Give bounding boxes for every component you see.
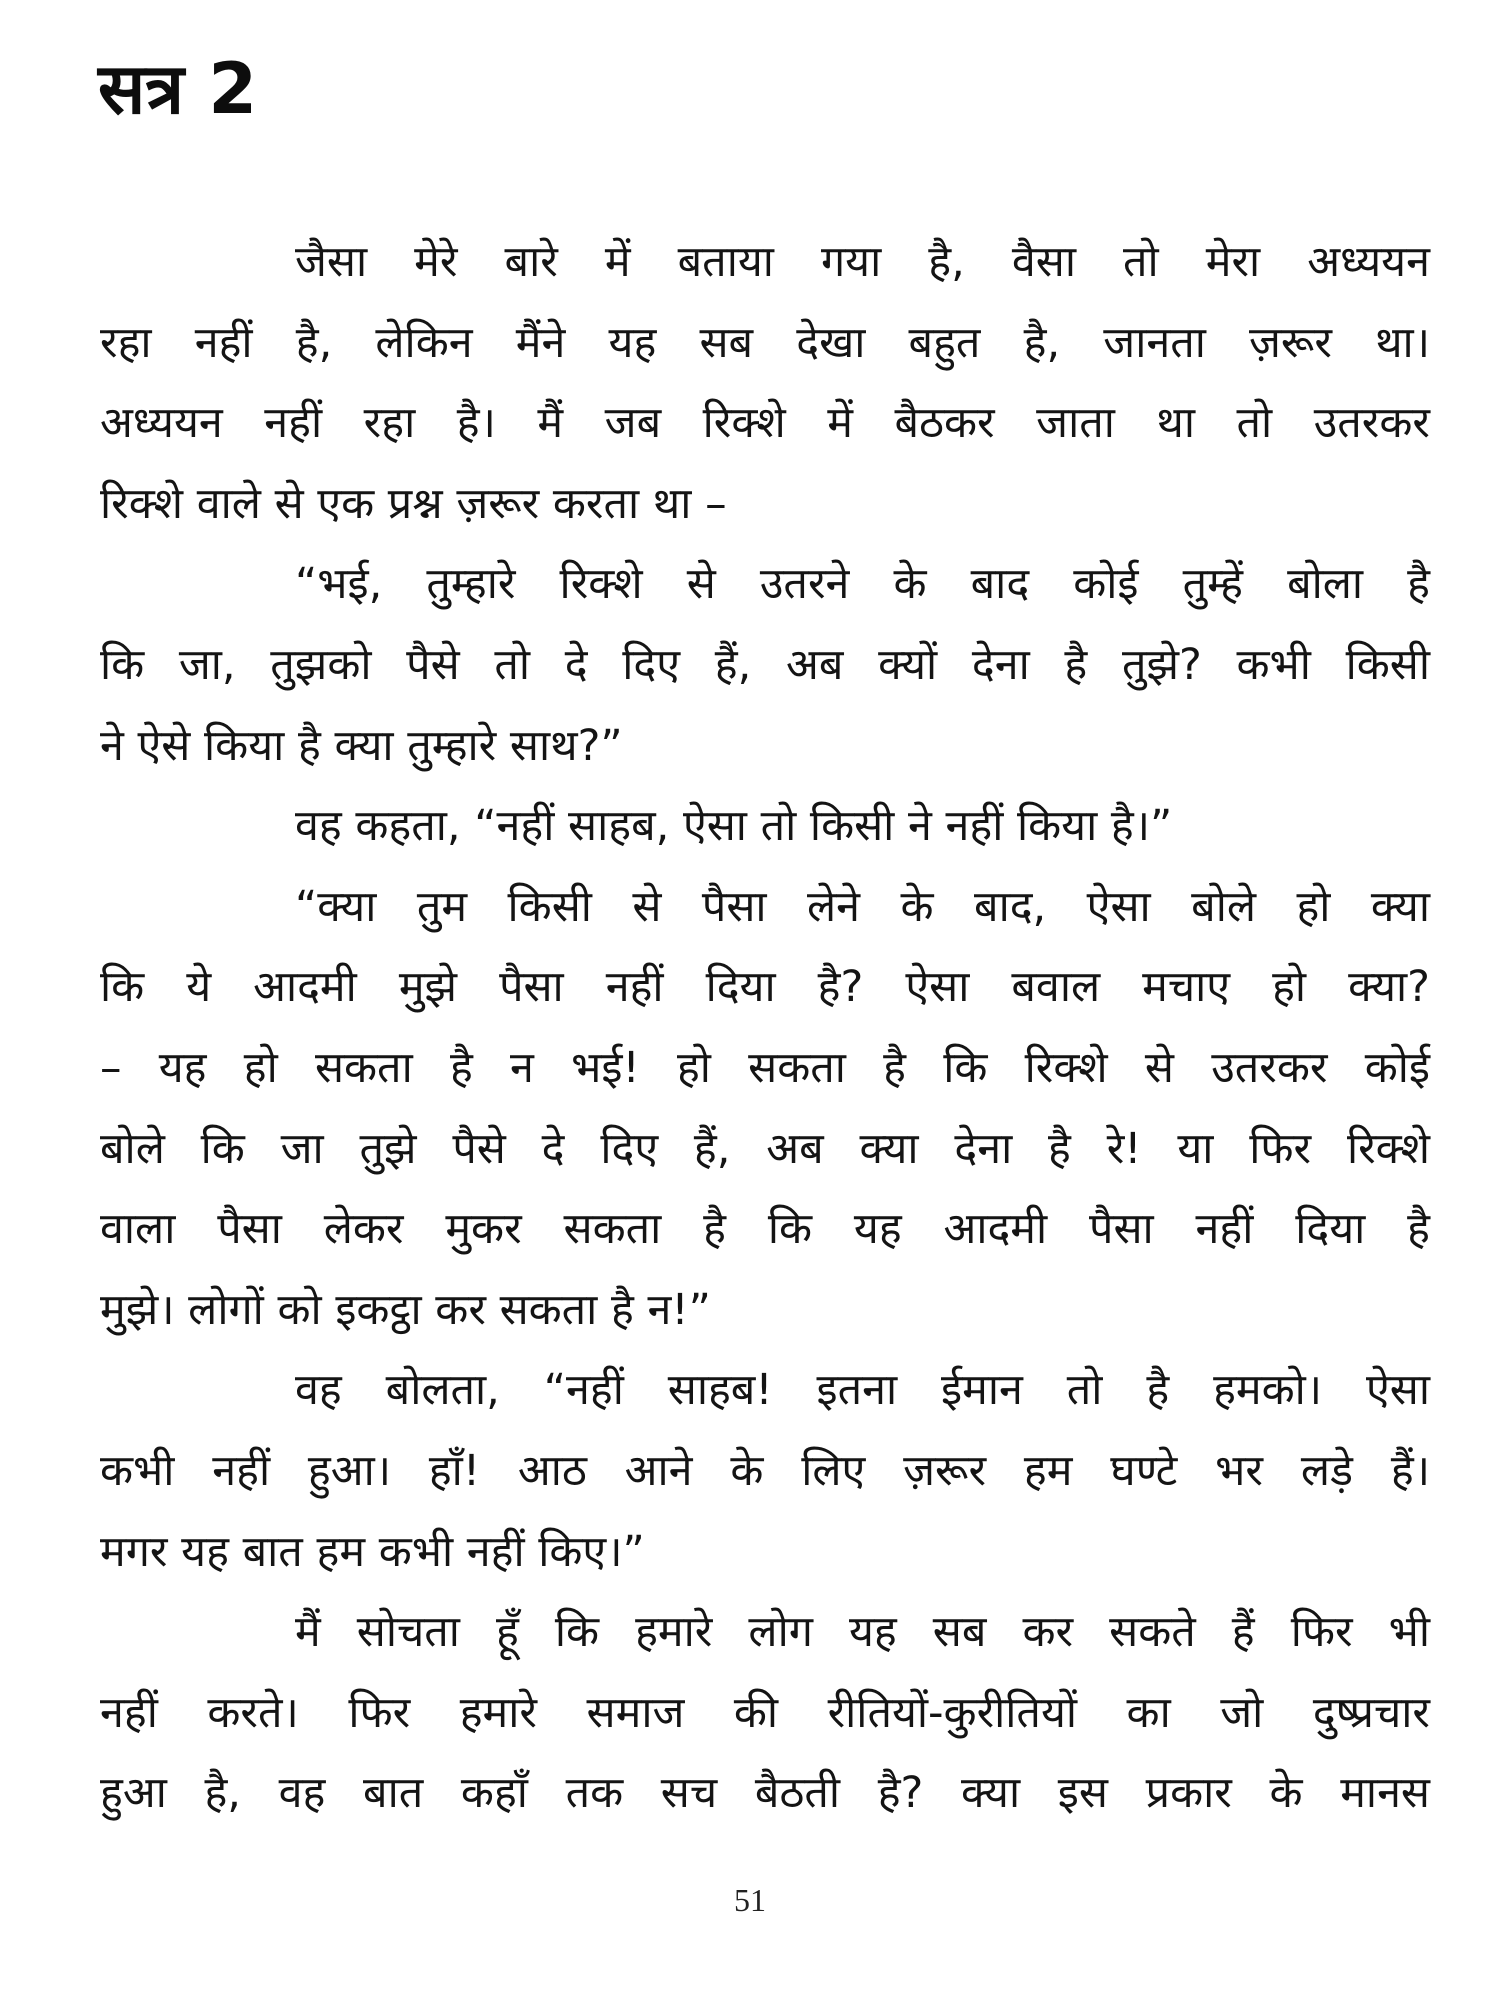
text-line: वाला पैसा लेकर मुकर सकता है कि यह आदमी पैसा नहीं दिया है (100, 1204, 1430, 1255)
text-line: रिक्शे वाले से एक प्रश्न ज़रूर करता था – (100, 478, 727, 529)
text-line: मुझे। लोगों को इकट्ठा कर सकता है न!” (100, 1284, 711, 1335)
text-line: कि ये आदमी मुझे पैसा नहीं दिया है? ऐसा बवाल मचाए हो क्या? (100, 962, 1430, 1013)
text-line: – यह हो सकता है न भई! हो सकता है कि रिक्शे से उतरकर कोई (100, 1042, 1430, 1093)
text-line: रहा नहीं है, लेकिन मैंने यह सब देखा बहुत है, जानता ज़रूर था। (100, 317, 1430, 368)
text-line: ने ऐसे किया है क्या तुम्हारे साथ?” (100, 720, 623, 771)
text-line: वह कहता, “नहीं साहब, ऐसा तो किसी ने नहीं किया है।” (295, 801, 1173, 852)
text-line: वह बोलता, “नहीं साहब! इतना ईमान तो है हमको। ऐसा (295, 1365, 1430, 1416)
text-line: जैसा मेरे बारे में बताया गया है, वैसा तो मेरा अध्ययन (295, 237, 1430, 287)
text-line: अध्ययन नहीं रहा है। मैं जब रिक्शे में बैठकर जाता था तो उतरकर (100, 398, 1430, 449)
text-line: मैं सोचता हूँ कि हमारे लोग यह सब कर सकते हैं फिर भी (295, 1607, 1430, 1658)
text-line: बोले कि जा तुझे पैसे दे दिए हैं, अब क्या देना है रे! या फिर रिक्शे (100, 1123, 1430, 1174)
text-line: हुआ है, वह बात कहाँ तक सच बैठती है? क्या इस प्रकार के मानस (100, 1768, 1430, 1819)
body-text (100, 222, 1430, 1834)
text-line: “क्या तुम किसी से पैसा लेने के बाद, ऐसा बोले हो क्या (295, 881, 1430, 932)
text-line: नहीं करते। फिर हमारे समाज की रीतियों-कुरीतियों का जो दुष्प्रचार (100, 1687, 1430, 1738)
text-line: कभी नहीं हुआ। हाँ! आठ आने के लिए ज़रूर हम घण्टे भर लड़े हैं। (100, 1445, 1430, 1496)
text-line: कि जा, तुझको पैसे तो दे दिए हैं, अब क्यों देना है तुझे? कभी किसी (100, 639, 1430, 690)
page-number: 51 (734, 1882, 766, 1918)
page-title: सत्र 2 (98, 48, 258, 130)
text-line: “भई, तुम्हारे रिक्शे से उतरने के बाद कोई तुम्हें बोला है (295, 559, 1430, 610)
text-line: मगर यह बात हम कभी नहीं किए।” (100, 1526, 645, 1577)
